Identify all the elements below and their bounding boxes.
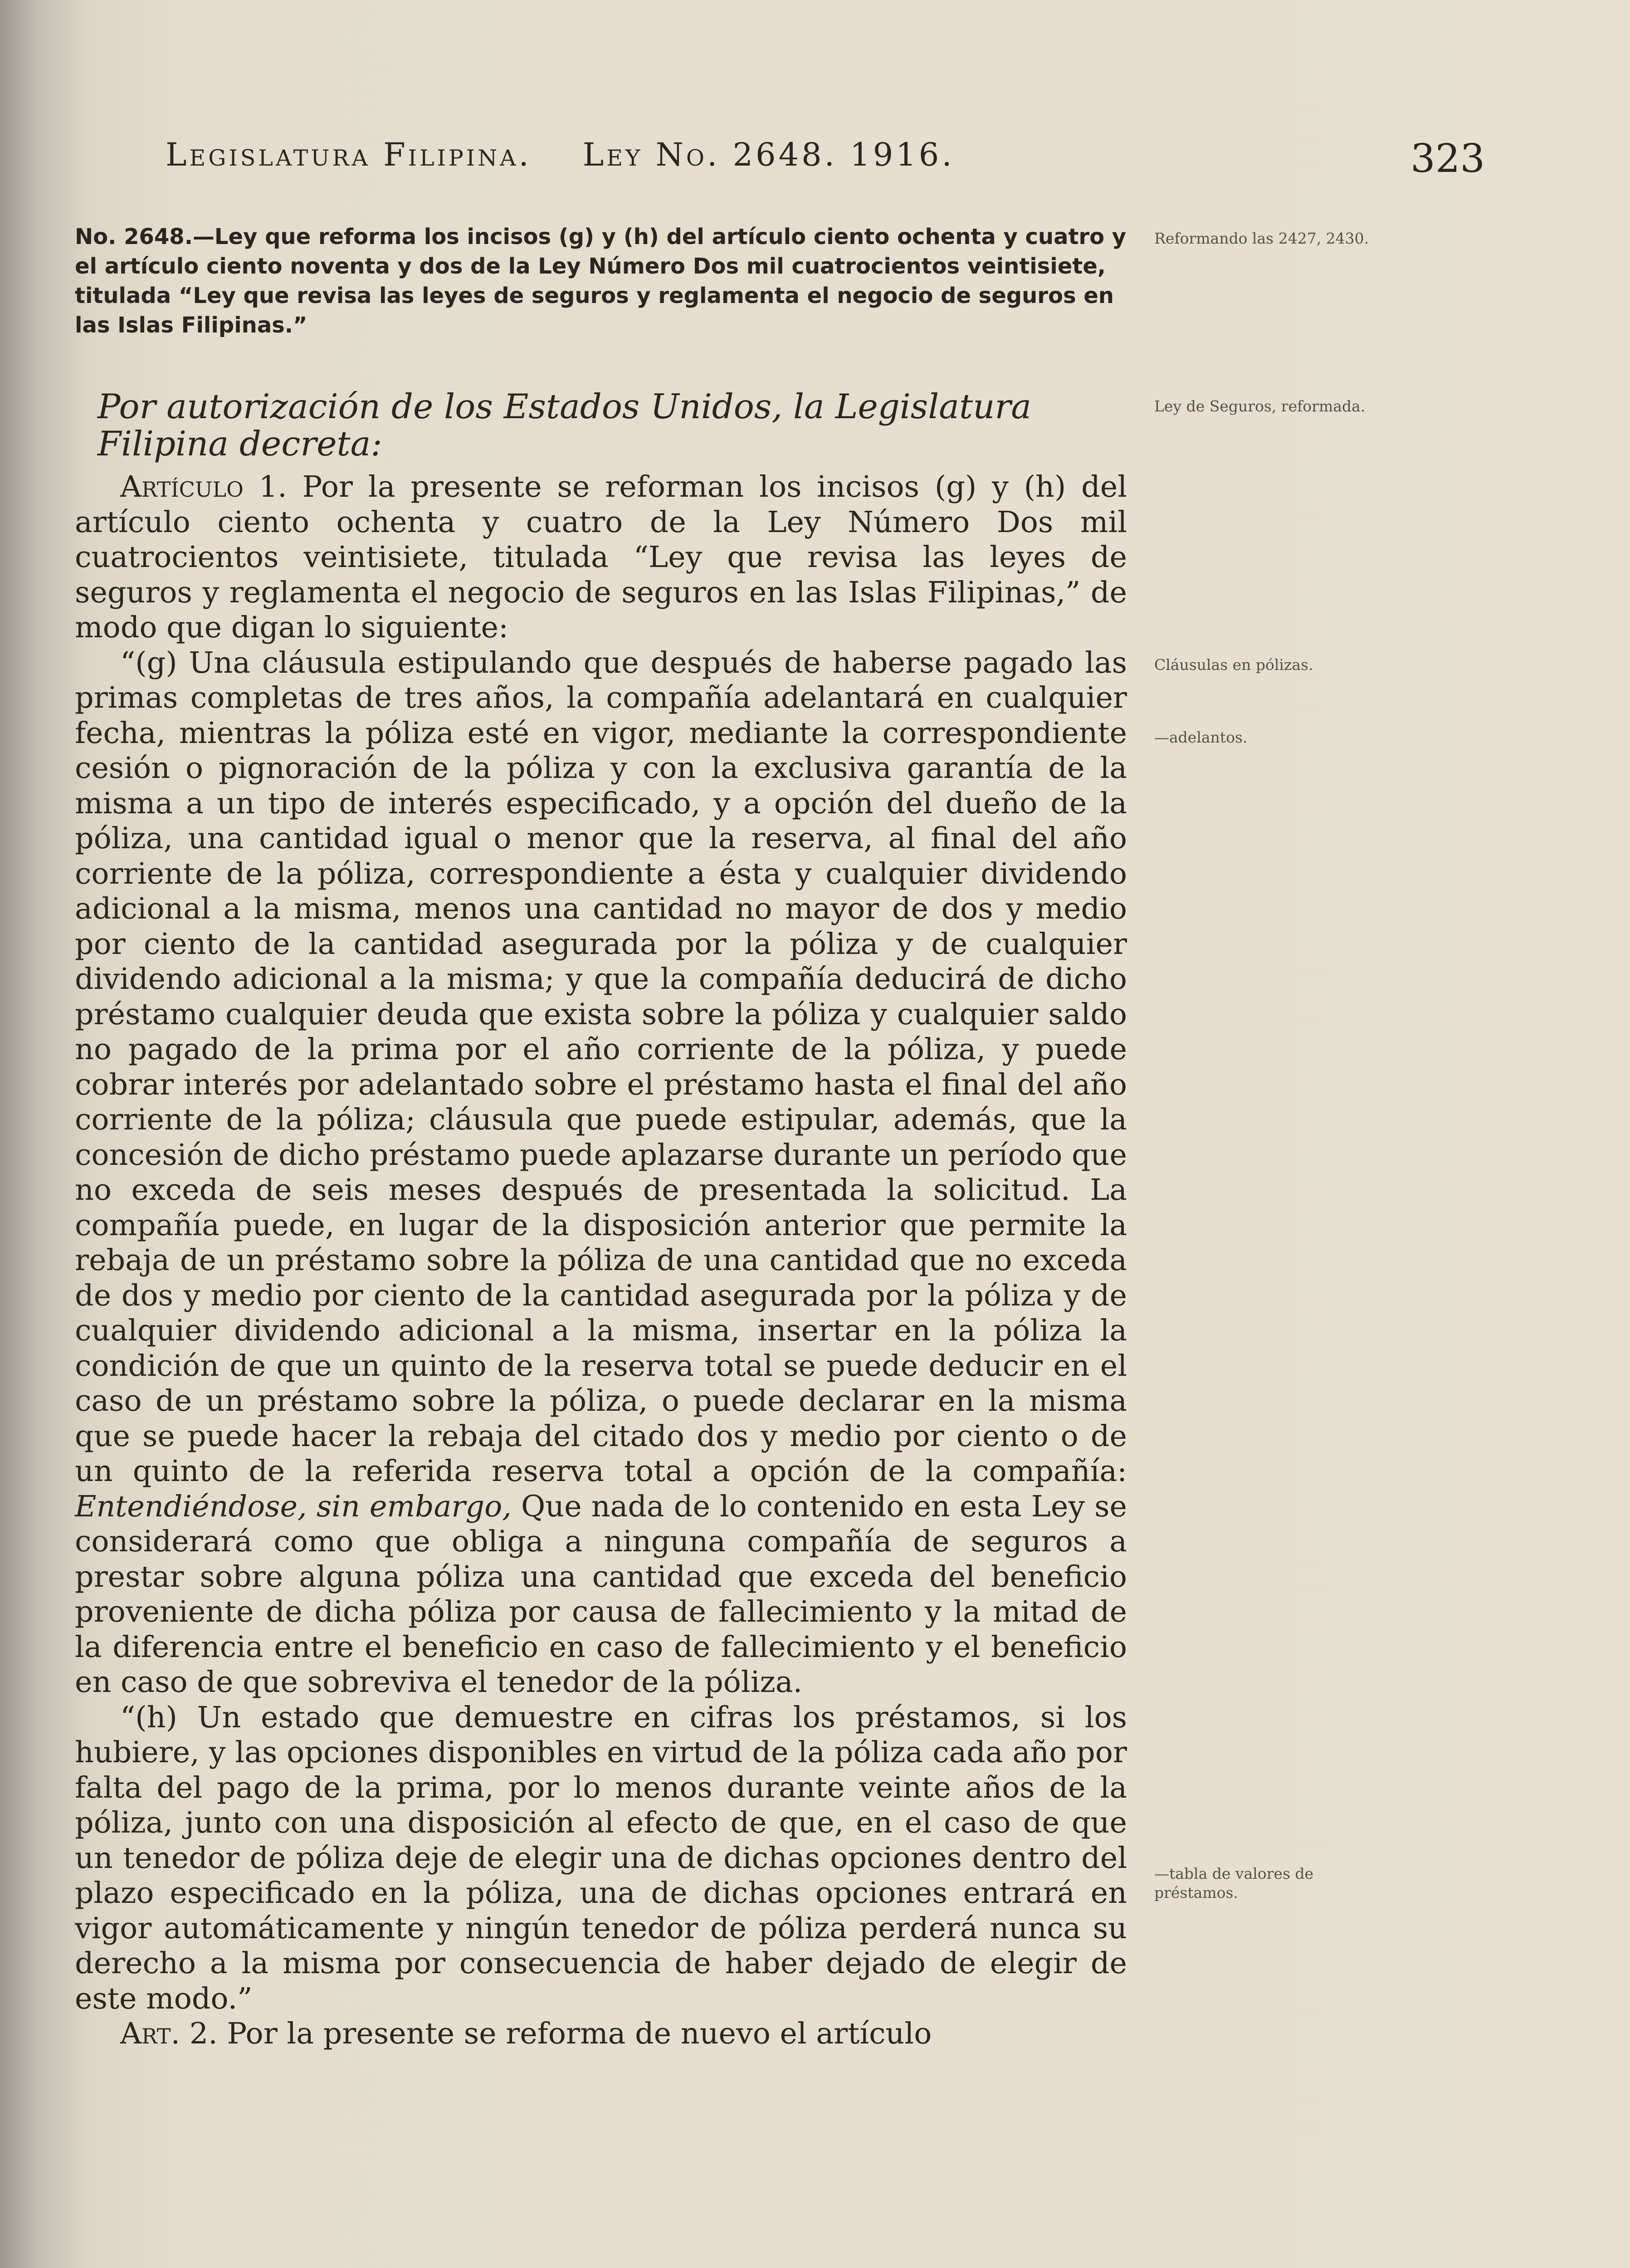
article-1-label: Artículo 1. — [120, 470, 287, 504]
clause-g-proviso: Entendiéndose, sin embargo, — [75, 1489, 512, 1524]
page-number: 323 — [1410, 136, 1485, 181]
article-2-text: Por la presente se reforma de nuevo el artículo — [217, 2017, 932, 2051]
body-text — [75, 469, 1127, 2052]
article-2-label: Art. 2. — [120, 2017, 218, 2051]
running-head-ley: Ley No. 2648. 1916. — [582, 136, 955, 173]
article-1-paragraph — [75, 469, 1127, 645]
clause-g-tail: Que nada de lo contenido en esta Ley se considerará como que obliga a ninguna compañía de seguros a prestar sobre alguna póliza una cantidad que exceda del beneficio proveniente de dicha póliza por causa de fallecimiento y la mitad de la diferencia entre el beneficio en caso de fallecimiento y el beneficio en caso de que sobreviva el tenedor de la póliza. — [75, 1489, 1127, 1699]
act-title — [75, 222, 1132, 340]
act-title-text: —Ley que reforma los incisos (g) y (h) del artículo ciento ochenta y cuatro y el artículo ciento noventa y dos de la Ley Número Dos mil cuatrocientos veintisiete, titulada “Ley que revisa las leyes de seguros y reglamenta el negocio de seguros en las Islas Filipinas.” — [75, 224, 1127, 338]
act-number: No. 2648. — [75, 224, 193, 249]
article-2-paragraph — [75, 2016, 1127, 2052]
margin-note-loan-values: —tabla de valores de préstamos. — [1154, 1865, 1314, 1901]
clause-h-paragraph: “(h) Un estado que demuestre en cifras los préstamos, si los hubiere, y las opciones disponibles en virtud de la póliza cada año por falta del pago de la prima, por lo menos durante veinte años de la póliza, junto con una disposición al efecto de que, en el caso de que un tenedor de póliza deje de elegir una de dichas opciones dentro del plazo especificado en la póliza, una de dichas opciones entrará en vigor automáticamente y ningún tenedor de póliza perderá nunca su derecho a la misma por consecuencia de haber dejado de elegir de este modo.” — [75, 1700, 1127, 2016]
margin-note-advances: —adelantos. — [1154, 728, 1248, 746]
margin-note-insurance-law: Ley de Seguros, reformada. — [1154, 397, 1366, 415]
margin-note-policy-clauses: Cláusulas en pólizas. — [1154, 656, 1313, 674]
margin-note-amending: Reformando las 2427, 2430. — [1154, 230, 1369, 247]
running-head-legislatura: Legislatura Filipina. — [166, 136, 532, 173]
clause-g-paragraph — [75, 645, 1127, 1700]
enacting-clause: Por autorización de los Estados Unidos, la Legislatura Filipina decreta: — [98, 386, 1031, 464]
article-1-text: Por la presente se reforman los incisos (g) y (h) del artículo ciento ochenta y cuatro de la Ley Número Dos mil cuatrocientos veintisiete, titulada “Ley que revisa las leyes de seguros y reglamenta el negocio de seguros en las Islas Filipinas,” de modo que digan lo siguiente: — [75, 470, 1127, 645]
clause-g-lead: “(g) Una cláusula estipulando que después de haberse pagado las primas completas de tres años, la compañía adelantará en cualquier fecha, mientras la póliza esté en vigor, mediante la correspondiente cesión o pignoración de la póliza y con la exclusiva garantía de la misma a un tipo de interés especificado, y a opción del dueño de la póliza, una cantidad igual o menor que la reserva, al final del año corriente de la póliza, correspondiente a ésta y cualquier dividendo adicional a la misma, menos una cantidad no mayor de dos y medio por ciento de la cantidad asegurada por la póliza y de cualquier dividendo adicional a la misma; y que la compañía deducirá de dicho préstamo cualquier deuda que exista sobre la póliza y cualquier saldo no pagado de la prima por el año corriente de la póliza, y puede cobrar interés por adelantado sobre el préstamo hasta el final del año corriente de la póliza; cláusula que puede estipular, además, que la concesión de dicho préstamo puede aplazarse durante un período que no exceda de seis meses después de presentada la solicitud. La compañía puede, en lugar de la disposición anterior que permite la rebaja de un préstamo sobre la póliza de una cantidad que no exceda de dos y medio por ciento de la cantidad asegurada por la póliza y de cualquier dividendo adicional a la misma, insertar en la póliza la condición de que un quinto de la reserva total se puede deducir en el caso de un préstamo sobre la póliza, o puede declarar en la misma que se puede hacer la rebaja del citado dos y medio por ciento o de un quinto de la referida reserva total a opción de la compañía: — [75, 645, 1127, 1488]
running-head — [166, 136, 1118, 173]
